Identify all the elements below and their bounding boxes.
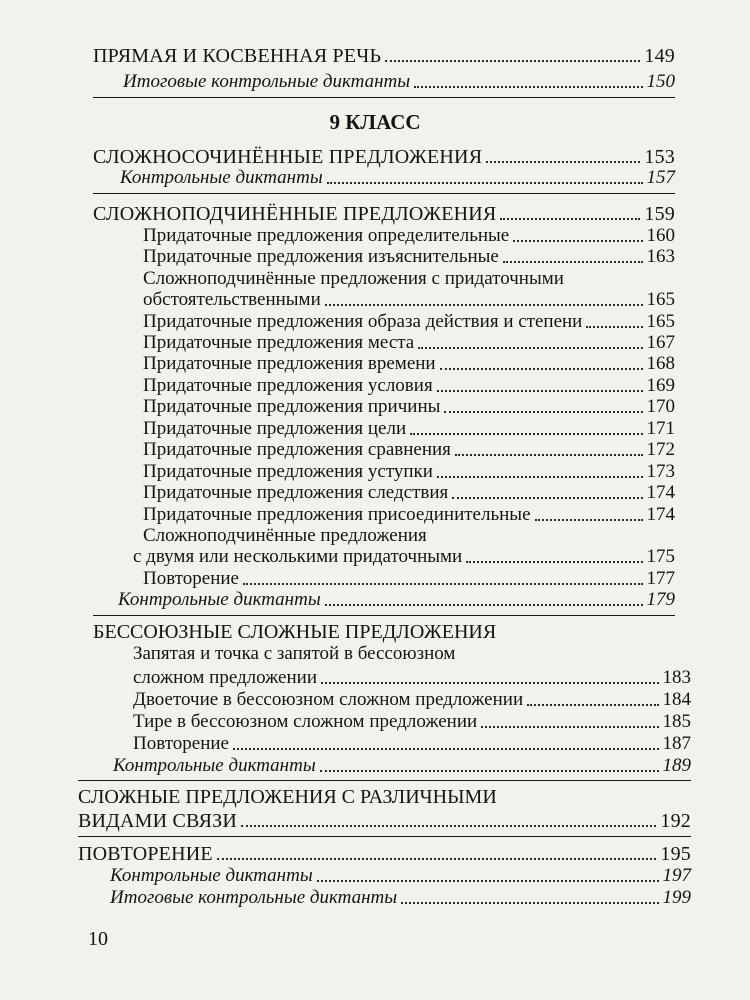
dot-leader [437,476,643,478]
page-number: 174 [646,504,675,525]
toc-entry [143,353,675,375]
page-number: 168 [646,353,675,374]
page-number: 149 [644,45,675,67]
toc-entry [143,482,675,504]
page-number: 174 [646,482,675,503]
entry-title: Двоеточие в бессоюзном сложном предложении [133,689,524,710]
page-number: 163 [646,246,675,267]
entry-title-first-line: Сложноподчинённые предложения [143,525,427,546]
page-number: 179 [646,589,675,610]
toc-entry-control-dictations [120,167,675,189]
entry-title: Придаточные предложения присоединительные [143,504,531,525]
page-number: 169 [646,375,675,396]
section-title: ПОВТОРЕНИЕ [78,843,213,865]
entry-title: Тире в бессоюзном сложном предложении [133,711,478,732]
toc-entry [143,332,675,354]
section-title-first-line: СЛОЖНЫЕ ПРЕДЛОЖЕНИЯ С РАЗЛИЧНЫМИ [78,786,497,808]
page-number: 150 [646,71,675,92]
toc-entry-final-dictations [123,71,675,93]
toc-entry-final-dictations [110,887,691,909]
page-number: 165 [646,311,675,332]
page-number: 170 [646,396,675,417]
page-number: 197 [662,865,691,886]
entry-title: Придаточные предложения следствия [143,482,449,503]
page-number: 187 [662,733,691,754]
dot-leader [317,880,659,882]
entry-title: Придаточные предложения изъяснительные [143,246,499,267]
page-number: 172 [646,439,675,460]
entry-title: Придаточные предложения сравнения [143,439,451,460]
entry-title: Придаточные предложения времени [143,353,436,374]
toc-entry [143,396,675,418]
section-divider [93,615,675,616]
dot-leader [535,519,643,521]
dot-leader [500,218,640,220]
dot-leader [385,60,640,62]
toc-entry [133,711,691,733]
toc-entry-review [78,843,691,865]
dot-leader [243,583,643,585]
section-divider [93,193,675,194]
entry-title: Контрольные диктанты [118,589,321,610]
section-title: ВИДАМИ СВЯЗИ [78,810,237,832]
entry-title: сложном предложении [133,667,317,688]
page-number: 183 [662,667,691,688]
page-number: 173 [646,461,675,482]
dot-leader [320,770,659,772]
entry-title: Контрольные диктанты [113,755,316,776]
dot-leader [527,704,658,706]
page-number: 167 [646,332,675,353]
dot-leader [325,304,643,306]
entry-title: Придаточные предложения цели [143,418,407,439]
entry-title: Повторение [143,568,239,589]
dot-leader [325,604,643,606]
page-number: 177 [646,568,675,589]
page-number: 184 [662,689,691,710]
toc-entry [143,225,675,247]
toc-entry [143,289,675,311]
section-divider [78,836,691,837]
toc-entry [143,461,675,483]
page-number: 192 [660,810,691,832]
dot-leader [486,161,640,163]
dot-leader [414,86,642,88]
toc-entry-compound-sentences [93,146,675,168]
dot-leader [233,748,659,750]
dot-leader [217,858,657,860]
toc-entry [143,418,675,440]
page-number: 159 [644,203,675,225]
page-number: 165 [646,289,675,310]
entry-title: Придаточные предложения определительные [143,225,510,246]
section-title: СЛОЖНОПОДЧИНЁННЫЕ ПРЕДЛОЖЕНИЯ [93,203,497,225]
entry-title: Придаточные предложения места [143,332,415,353]
toc-entry [133,667,691,689]
entry-title-first-line: Запятая и точка с запятой в бессоюзном [133,643,456,664]
page-number: 175 [646,546,675,567]
grade-heading: 9 КЛАСС [329,110,421,134]
entry-title: Итоговые контрольные диктанты [110,887,398,908]
dot-leader [401,902,658,904]
dot-leader [455,454,643,456]
toc-entry-mixed-links [78,810,691,832]
section-title: СЛОЖНОСОЧИНЁННЫЕ ПРЕДЛОЖЕНИЯ [93,146,483,168]
toc-entry [143,311,675,333]
page-number: 195 [660,843,691,865]
section-title: БЕССОЮЗНЫЕ СЛОЖНЫЕ ПРЕДЛОЖЕНИЯ [93,621,497,643]
entry-title: Контрольные диктанты [110,865,313,886]
dot-leader [440,368,643,370]
entry-title: Придаточные предложения условия [143,375,433,396]
toc-entry [143,439,675,461]
dot-leader [241,825,656,827]
page-number: 185 [662,711,691,732]
page-number: 157 [646,167,675,188]
dot-leader [410,433,642,435]
entry-title: Придаточные предложения причины [143,396,441,417]
toc-entry [133,689,691,711]
dot-leader [513,240,642,242]
dot-leader [327,182,643,184]
section-divider [78,780,691,781]
entry-title: Повторение [133,733,229,754]
dot-leader [321,682,659,684]
page-number: 171 [646,418,675,439]
entry-title: Придаточные предложения уступки [143,461,433,482]
entry-title: Итоговые контрольные диктанты [123,71,411,92]
toc-entry [143,504,675,526]
entry-title: Контрольные диктанты [120,167,323,188]
toc-entry [143,375,675,397]
page-number-footer: 10 [88,928,108,950]
entry-title: Придаточные предложения образа действия и степени [143,311,583,332]
dot-leader [444,411,642,413]
dot-leader [418,347,642,349]
dot-leader [437,390,643,392]
dot-leader [466,561,642,563]
dot-leader [586,326,642,328]
page-number: 160 [646,225,675,246]
page-number: 199 [662,887,691,908]
section-divider [93,97,675,98]
entry-title: с двумя или несколькими придаточными [133,546,463,567]
page-number: 153 [644,146,675,168]
toc-entry-control-dictations [113,755,691,777]
section-title: ПРЯМАЯ И КОСВЕННАЯ РЕЧЬ [93,45,382,67]
entry-title: обстоятельственными [143,289,321,310]
toc-entry [133,546,675,568]
entry-title-first-line: Сложноподчинённые предложения с придаточными [143,268,564,289]
dot-leader [452,497,642,499]
toc-entry [143,246,675,268]
toc-entry-control-dictations [118,589,675,611]
dot-leader [503,261,643,263]
toc-entry-direct-speech [93,45,675,67]
page-number: 189 [662,755,691,776]
dot-leader [481,726,658,728]
toc-entry [143,568,675,590]
toc-entry [133,733,691,755]
toc-entry-control-dictations [110,865,691,887]
toc-entry-complex-sentences [93,203,675,225]
